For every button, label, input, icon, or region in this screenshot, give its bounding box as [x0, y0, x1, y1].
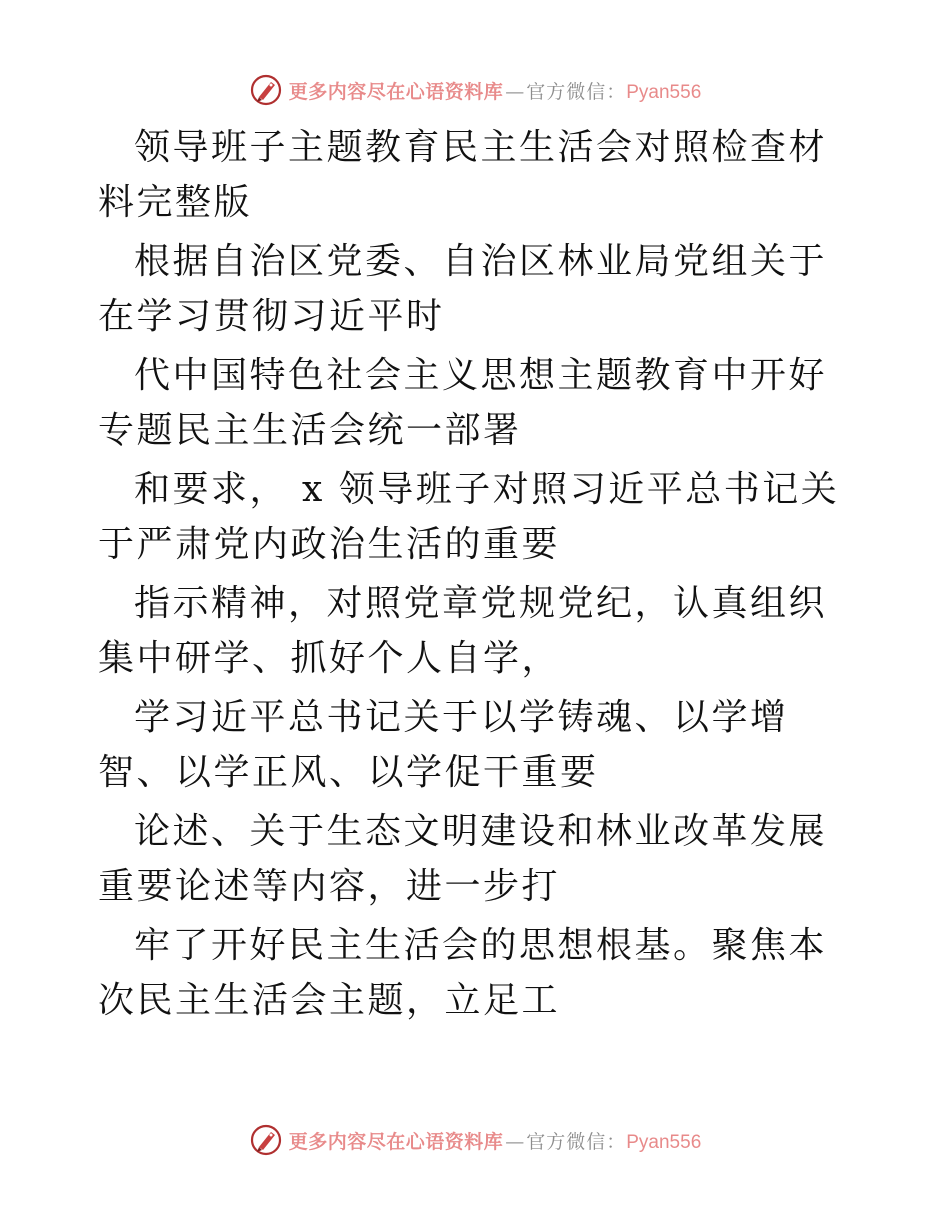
banner-separator: — [505, 80, 525, 103]
header-banner [0, 68, 950, 112]
paragraph: 根据自治区党委、自治区林业局党组关于在学习贯彻习近平时 [98, 241, 828, 337]
pen-nib-circle-icon [249, 1123, 283, 1157]
paragraph: 领导班子主题教育民主生活会对照检查材料完整版 [98, 127, 828, 223]
paragraph: 学习近平总书记关于以学铸魂、以学增智、以学正风、以学促干重要 [98, 697, 789, 793]
paragraph: 论述、关于生态文明建设和林业改革发展重要论述等内容，进一步打 [98, 811, 828, 907]
pen-nib-circle-icon [249, 73, 283, 107]
paragraph: 代中国特色社会主义思想主题教育中开好专题民主生活会统一部署 [98, 355, 828, 451]
banner-wechat-label: 官方微信： [526, 1130, 627, 1153]
paragraph: 和要求， x 领导班子对照习近平总书记关于严肃党内政治生活的重要 [98, 469, 840, 565]
paragraph: 牢了开好民主生活会的思想根基。聚焦本次民主生活会主题，立足工 [98, 925, 828, 1021]
banner-wechat-id: Pyan556 [626, 81, 702, 103]
banner-wechat-label: 官方微信： [526, 80, 627, 103]
banner-main-text: 更多内容尽在心语资料库 [288, 80, 504, 103]
paragraph: 指示精神，对照党章党规党纪，认真组织集中研学、抓好个人自学， [98, 583, 828, 679]
banner-separator: — [505, 1130, 525, 1153]
footer-banner [0, 1118, 950, 1162]
document-body [98, 120, 858, 1032]
banner-main-text: 更多内容尽在心语资料库 [288, 1130, 504, 1153]
banner-wechat-id: Pyan556 [626, 1131, 702, 1153]
